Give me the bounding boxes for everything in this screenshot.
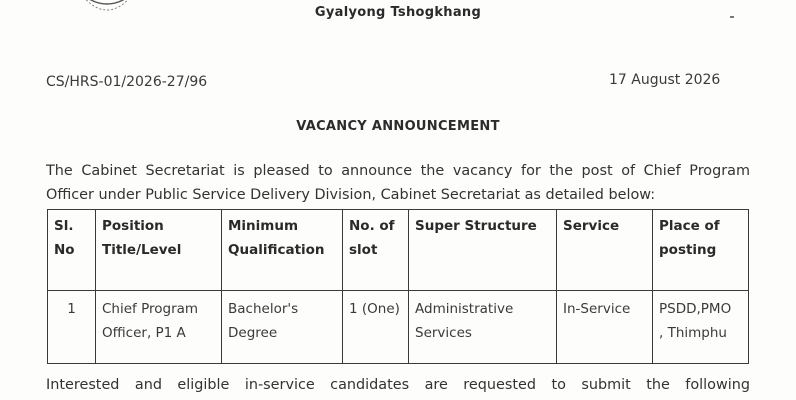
cell-service: In-Service: [557, 291, 653, 364]
header-sl-no: Sl. No: [48, 210, 96, 291]
table-header-row: [48, 210, 749, 291]
header-qualification: Minimum Qualification: [222, 210, 343, 291]
cell-position: Chief Program Officer, P1 A: [96, 291, 222, 364]
header-super-structure: Super Structure: [409, 210, 557, 291]
cell-place-of-posting: PSDD,PMO , Thimphu: [653, 291, 749, 364]
cell-qualification: Bachelor's Degree: [222, 291, 343, 364]
organization-name: Gyalyong Tshogkhang: [314, 5, 482, 20]
header-position: Position Title/Level: [96, 210, 222, 291]
closing-paragraph: Interested and eligible in-service candidates are requested to submit the following: [46, 377, 750, 393]
vacancy-table: [47, 209, 749, 364]
announcement-title: VACANCY ANNOUNCEMENT: [296, 119, 500, 134]
table-row: [48, 291, 749, 364]
cell-sl-no: 1: [48, 291, 96, 364]
header-place-of-posting: Place of posting: [653, 210, 749, 291]
header-slots: No. of slot: [343, 210, 409, 291]
cell-super-structure: Administrative Services: [409, 291, 557, 364]
letter-date: 17 August 2026: [609, 72, 721, 88]
intro-paragraph: [46, 159, 750, 207]
cell-slots: 1 (One): [343, 291, 409, 364]
intro-line-2: Officer under Public Service Delivery Division, Cabinet Secretariat as detailed below:: [46, 187, 656, 203]
header-service: Service: [557, 210, 653, 291]
reference-number: CS/HRS-01/2026-27/96: [46, 74, 208, 90]
scan-mark: [730, 16, 734, 18]
intro-line-1: The Cabinet Secretariat is pleased to announce the vacancy for the post of Chief Program: [46, 163, 750, 179]
